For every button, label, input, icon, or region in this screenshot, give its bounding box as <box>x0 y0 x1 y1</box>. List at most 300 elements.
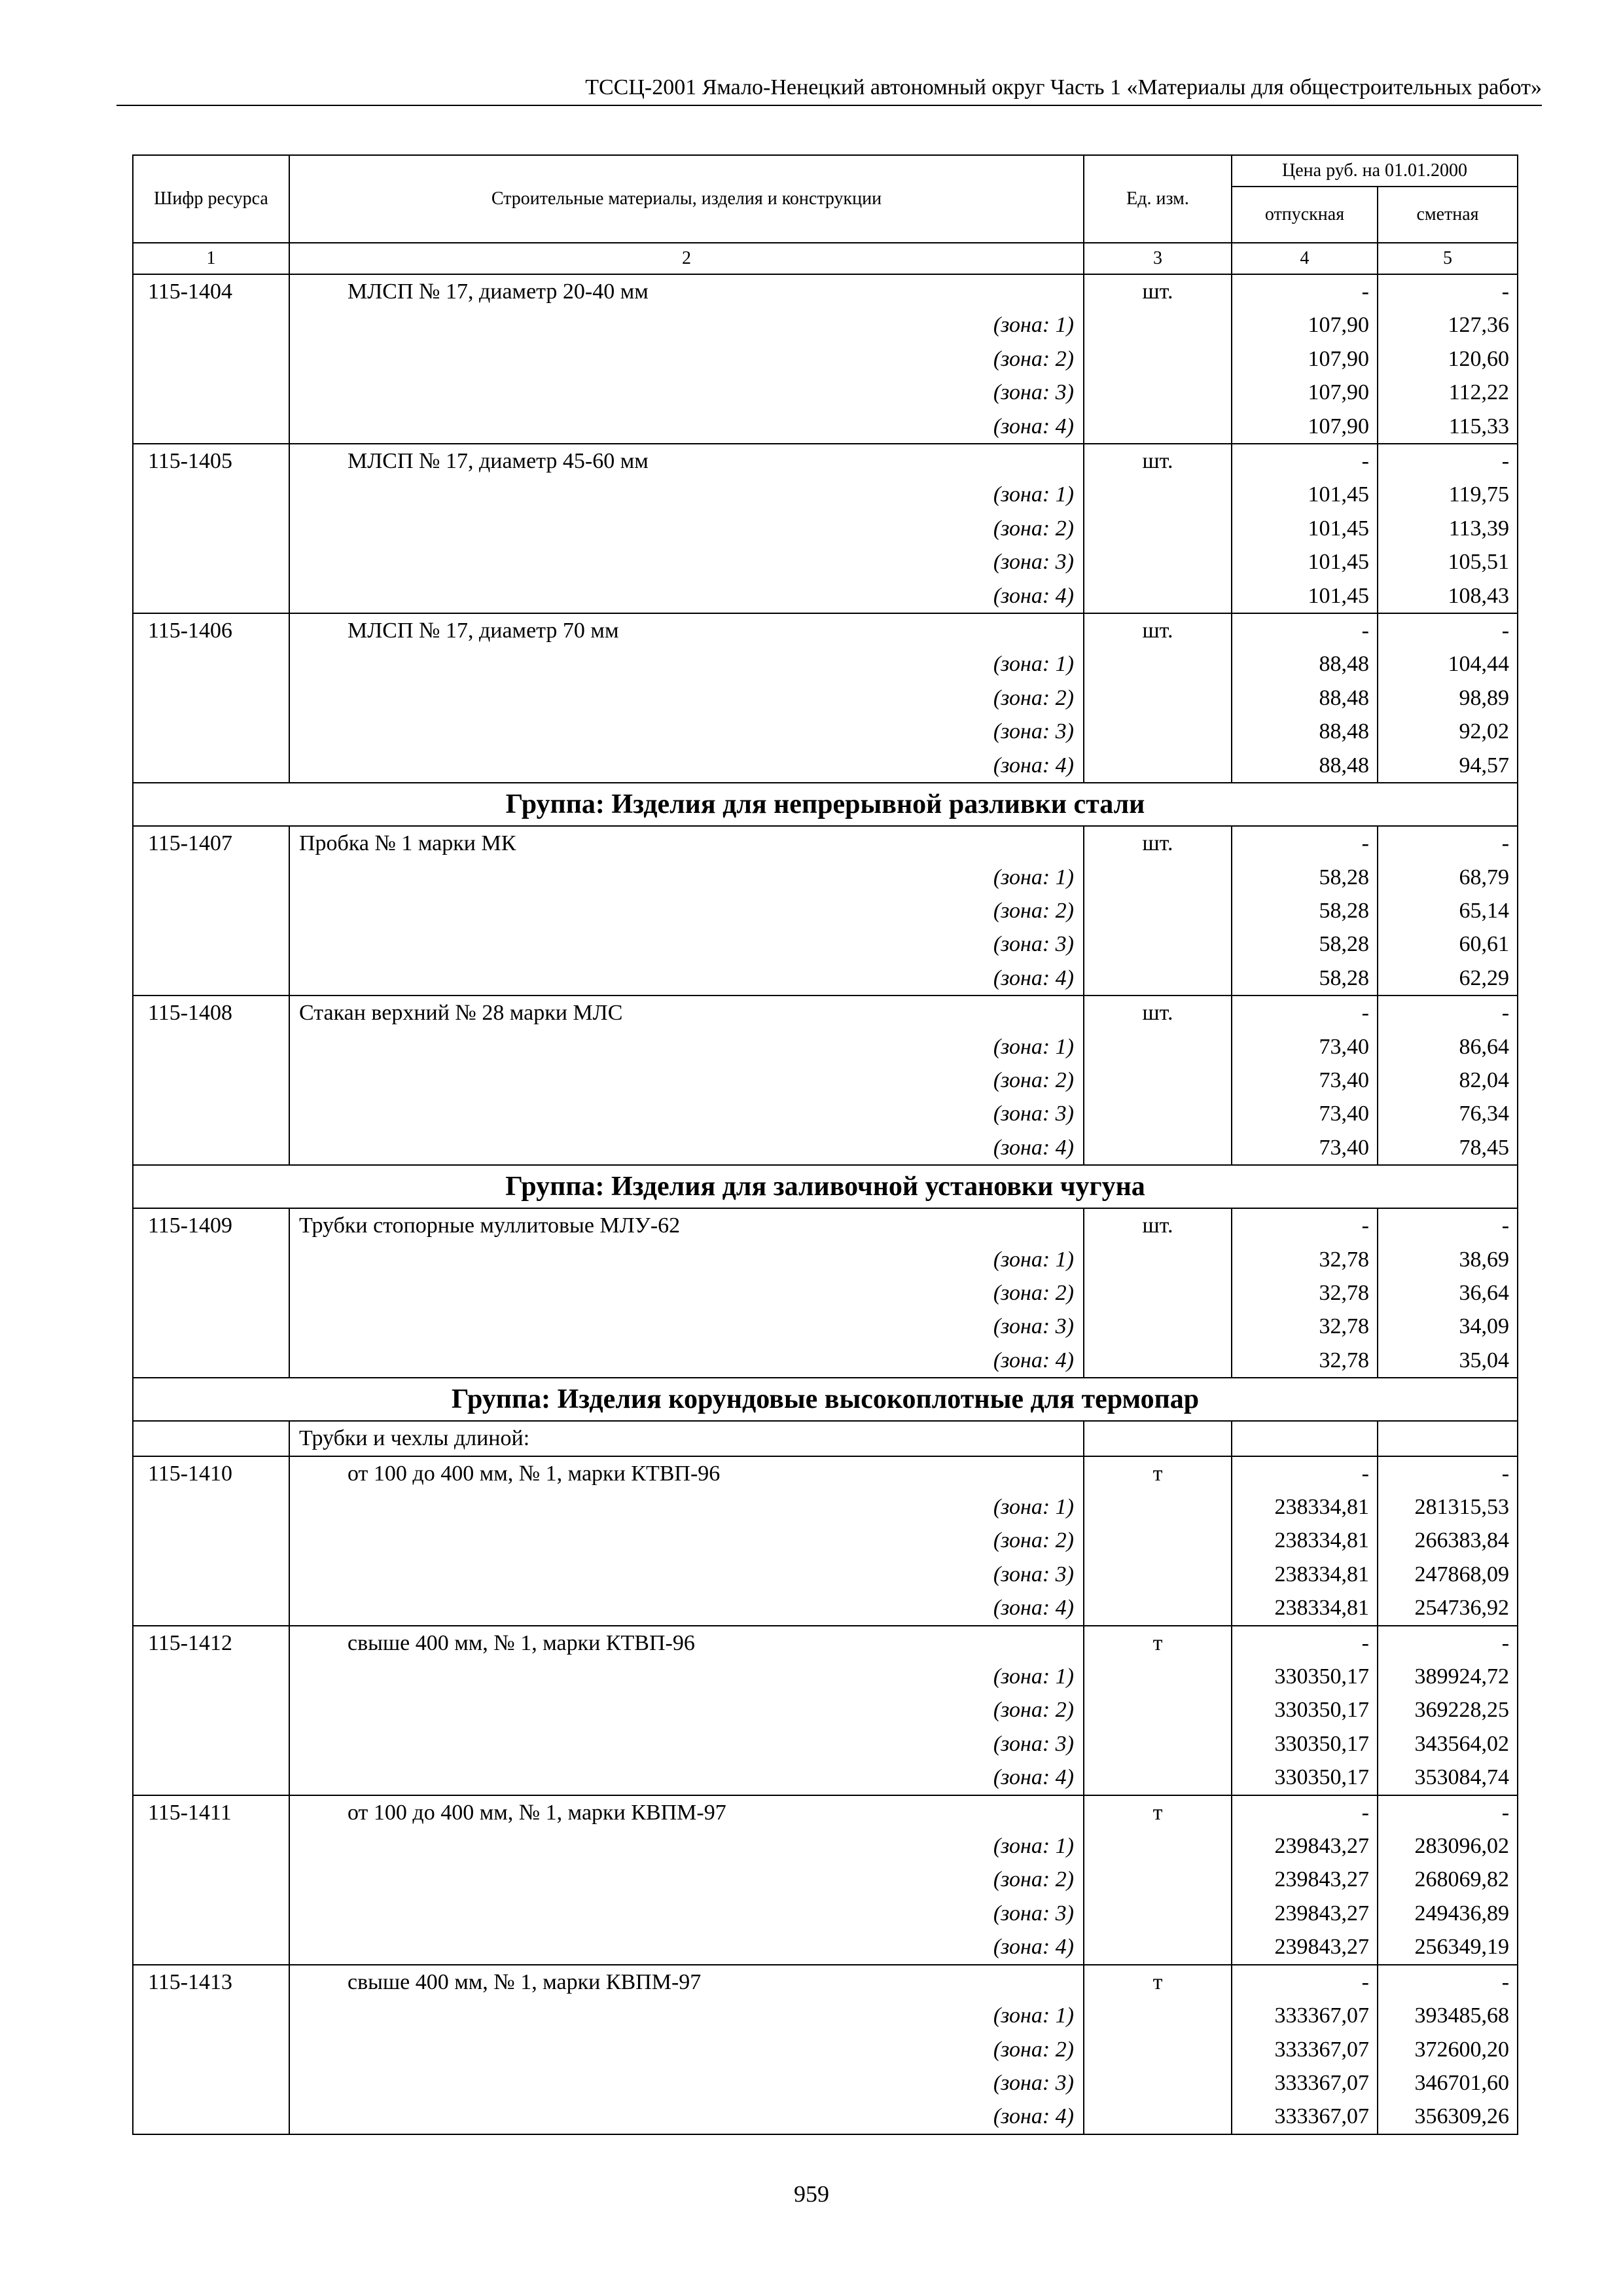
table-row <box>133 613 1518 647</box>
estimate-price-dash: - <box>1378 826 1518 860</box>
unit-cell-empty <box>1084 308 1232 342</box>
group-heading-row <box>133 783 1518 826</box>
code-cell-empty <box>133 1490 289 1524</box>
zone-row <box>133 2066 1518 2100</box>
estimate-price: 112,22 <box>1378 376 1518 409</box>
zone-label: (зона: 3) <box>289 376 1084 409</box>
zone-row <box>133 1591 1518 1625</box>
zone-row <box>133 1863 1518 1896</box>
estimate-price: 254736,92 <box>1378 1591 1518 1625</box>
table-row <box>133 1795 1518 1829</box>
table-row <box>133 274 1518 308</box>
group-heading-row <box>133 1378 1518 1421</box>
estimate-price: 346701,60 <box>1378 2066 1518 2100</box>
unit-cell-empty <box>1084 894 1232 927</box>
unit-cell-empty <box>1084 1999 1232 2032</box>
estimate-price: 283096,02 <box>1378 1829 1518 1863</box>
unit-cell-empty <box>1084 2100 1232 2134</box>
estimate-price: 92,02 <box>1378 715 1518 748</box>
resource-unit: т <box>1084 1626 1232 1660</box>
release-price-dash: - <box>1232 613 1378 647</box>
code-cell-empty <box>133 647 289 681</box>
release-price: 333367,07 <box>1232 1999 1378 2032</box>
release-price: 239843,27 <box>1232 1930 1378 1964</box>
release-price: 107,90 <box>1232 376 1378 409</box>
unit-cell-empty <box>1084 1897 1232 1930</box>
release-price: 88,48 <box>1232 715 1378 748</box>
resource-item <box>133 996 1518 1165</box>
unit-cell-empty <box>1084 1524 1232 1557</box>
zone-label: (зона: 2) <box>289 894 1084 927</box>
zone-row <box>133 1131 1518 1165</box>
unit-cell-empty <box>1084 647 1232 681</box>
resource-item <box>133 1626 1518 1795</box>
zone-label: (зона: 2) <box>289 512 1084 545</box>
zone-row <box>133 342 1518 376</box>
estimate-price: 372600,20 <box>1378 2033 1518 2066</box>
table-row <box>133 1456 1518 1490</box>
unit-cell-empty <box>1084 545 1232 579</box>
code-cell-empty <box>133 1524 289 1557</box>
zone-row <box>133 1064 1518 1097</box>
zone-label: (зона: 1) <box>289 478 1084 511</box>
zone-label: (зона: 2) <box>289 1524 1084 1557</box>
estimate-price: 36,64 <box>1378 1276 1518 1310</box>
resource-code: 115-1404 <box>133 274 289 308</box>
resource-unit: шт. <box>1084 274 1232 308</box>
release-price: 333367,07 <box>1232 2100 1378 2134</box>
estimate-price: 108,43 <box>1378 579 1518 613</box>
zone-row <box>133 1761 1518 1795</box>
unit-cell-empty <box>1084 1761 1232 1795</box>
price-table-wrapper <box>132 154 1517 2135</box>
zone-label: (зона: 2) <box>289 2033 1084 2066</box>
code-cell-empty <box>133 1761 289 1795</box>
resource-code: 115-1412 <box>133 1626 289 1660</box>
zone-row <box>133 1524 1518 1557</box>
zone-label: (зона: 4) <box>289 1591 1084 1625</box>
zone-label: (зона: 2) <box>289 1693 1084 1727</box>
code-cell-empty <box>133 2066 289 2100</box>
zone-row <box>133 861 1518 894</box>
estimate-price-dash: - <box>1378 1965 1518 1999</box>
zone-label: (зона: 4) <box>289 410 1084 444</box>
estimate-price: 68,79 <box>1378 861 1518 894</box>
estimate-price: 62,29 <box>1378 961 1518 996</box>
estimate-price: 115,33 <box>1378 410 1518 444</box>
release-price-dash: - <box>1232 1626 1378 1660</box>
table-row <box>133 444 1518 478</box>
resource-item <box>133 1208 1518 1378</box>
release-price-dash: - <box>1232 1795 1378 1829</box>
release-price-dash: - <box>1232 1965 1378 1999</box>
code-cell-empty <box>133 1421 289 1456</box>
code-cell-empty <box>133 1030 289 1064</box>
resource-name: МЛСП № 17, диаметр 45-60 мм <box>289 444 1084 478</box>
zone-row <box>133 1558 1518 1591</box>
code-cell-empty <box>133 308 289 342</box>
release-price: 107,90 <box>1232 308 1378 342</box>
release-price: 32,78 <box>1232 1310 1378 1343</box>
zone-row <box>133 1897 1518 1930</box>
estimate-price: 256349,19 <box>1378 1930 1518 1964</box>
release-price: 58,28 <box>1232 927 1378 961</box>
zone-row <box>133 647 1518 681</box>
resource-name: от 100 до 400 мм, № 1, марки КВПМ-97 <box>289 1795 1084 1829</box>
zone-label: (зона: 3) <box>289 1727 1084 1761</box>
estimate-price: 105,51 <box>1378 545 1518 579</box>
estimate-price: 35,04 <box>1378 1344 1518 1378</box>
zone-label: (зона: 1) <box>289 1030 1084 1064</box>
release-price: 107,90 <box>1232 342 1378 376</box>
unit-cell-empty <box>1084 2066 1232 2100</box>
zone-row <box>133 1276 1518 1310</box>
unit-cell-empty <box>1084 1727 1232 1761</box>
unit-cell-empty <box>1084 1243 1232 1276</box>
group-heading: Группа: Изделия для заливочной установки чугуна <box>133 1165 1518 1208</box>
zone-label: (зона: 1) <box>289 1490 1084 1524</box>
unit-cell-empty <box>1084 1863 1232 1896</box>
unit-cell-empty <box>1084 1421 1232 1456</box>
estimate-price: 343564,02 <box>1378 1727 1518 1761</box>
zone-label: (зона: 3) <box>289 545 1084 579</box>
estimate-price-dash: - <box>1378 1456 1518 1490</box>
code-cell-empty <box>133 1243 289 1276</box>
unit-cell-empty <box>1084 1591 1232 1625</box>
estimate-price: 266383,84 <box>1378 1524 1518 1557</box>
release-price: 101,45 <box>1232 478 1378 511</box>
zone-label: (зона: 4) <box>289 1930 1084 1964</box>
unit-cell-empty <box>1084 1660 1232 1693</box>
zone-label: (зона: 3) <box>289 1310 1084 1343</box>
col-header-price: Цена руб. на 01.01.2000 <box>1232 155 1518 187</box>
zone-label: (зона: 1) <box>289 1660 1084 1693</box>
zone-row <box>133 1344 1518 1378</box>
col-header-code: Шифр ресурса <box>133 155 289 243</box>
resource-code: 115-1408 <box>133 996 289 1030</box>
running-header: ТССЦ-2001 Ямало-Ненецкий автономный округ Часть 1 «Материалы для общестроительных работ» <box>585 75 1542 99</box>
resource-unit: шт. <box>1084 996 1232 1030</box>
unit-cell-empty <box>1084 410 1232 444</box>
resource-code: 115-1409 <box>133 1208 289 1242</box>
code-cell-empty <box>133 1897 289 1930</box>
resource-name: МЛСП № 17, диаметр 20-40 мм <box>289 274 1084 308</box>
subheading-row <box>133 1421 1518 1456</box>
estimate-price: 104,44 <box>1378 647 1518 681</box>
zone-row <box>133 1829 1518 1863</box>
estimate-price-dash: - <box>1378 444 1518 478</box>
zone-row <box>133 1930 1518 1964</box>
code-cell-empty <box>133 961 289 996</box>
unit-cell-empty <box>1084 927 1232 961</box>
price-table <box>132 154 1518 2135</box>
zone-label: (зона: 2) <box>289 1863 1084 1896</box>
release-price: 58,28 <box>1232 961 1378 996</box>
col-number-3: 3 <box>1084 243 1232 274</box>
zone-label: (зона: 1) <box>289 1999 1084 2032</box>
estimate-price: 389924,72 <box>1378 1660 1518 1693</box>
estimate-price-dash: - <box>1378 274 1518 308</box>
estimate-price: 78,45 <box>1378 1131 1518 1165</box>
estimate-price: 247868,09 <box>1378 1558 1518 1591</box>
zone-label: (зона: 2) <box>289 342 1084 376</box>
estimate-price: 356309,26 <box>1378 2100 1518 2134</box>
release-price: 330350,17 <box>1232 1693 1378 1727</box>
zone-row <box>133 1660 1518 1693</box>
unit-cell-empty <box>1084 1131 1232 1165</box>
unit-cell-empty <box>1084 1930 1232 1964</box>
unit-cell-empty <box>1084 1490 1232 1524</box>
code-cell-empty <box>133 1344 289 1378</box>
zone-label: (зона: 1) <box>289 1243 1084 1276</box>
release-price: 238334,81 <box>1232 1591 1378 1625</box>
release-price: 32,78 <box>1232 1243 1378 1276</box>
release-price-dash: - <box>1232 1456 1378 1490</box>
code-cell-empty <box>133 478 289 511</box>
estimate-price: 94,57 <box>1378 749 1518 783</box>
zone-label: (зона: 4) <box>289 1761 1084 1795</box>
code-cell-empty <box>133 861 289 894</box>
unit-cell-empty <box>1084 1829 1232 1863</box>
resource-unit: шт. <box>1084 444 1232 478</box>
estimate-price-dash: - <box>1378 1208 1518 1242</box>
resource-unit: т <box>1084 1965 1232 1999</box>
unit-cell-empty <box>1084 961 1232 996</box>
unit-cell-empty <box>1084 1310 1232 1343</box>
table-row <box>133 1208 1518 1242</box>
release-cell-empty <box>1232 1421 1378 1456</box>
unit-cell-empty <box>1084 1558 1232 1591</box>
zone-row <box>133 1727 1518 1761</box>
estimate-price: 34,09 <box>1378 1310 1518 1343</box>
resource-item <box>133 1795 1518 1965</box>
col-header-name: Строительные материалы, изделия и конструкции <box>289 155 1084 243</box>
resource-code: 115-1405 <box>133 444 289 478</box>
resource-name: свыше 400 мм, № 1, марки КТВП-96 <box>289 1626 1084 1660</box>
release-price: 58,28 <box>1232 894 1378 927</box>
code-cell-empty <box>133 1097 289 1130</box>
release-price-dash: - <box>1232 826 1378 860</box>
header-rule <box>116 105 1542 106</box>
col-header-estimate: сметная <box>1378 187 1518 243</box>
estimate-price: 281315,53 <box>1378 1490 1518 1524</box>
unit-cell-empty <box>1084 1276 1232 1310</box>
code-cell-empty <box>133 2100 289 2134</box>
code-cell-empty <box>133 1829 289 1863</box>
unit-cell-empty <box>1084 861 1232 894</box>
unit-cell-empty <box>1084 1064 1232 1097</box>
resource-name: Пробка № 1 марки МК <box>289 826 1084 860</box>
zone-row <box>133 512 1518 545</box>
estimate-price: 38,69 <box>1378 1243 1518 1276</box>
zone-row <box>133 681 1518 715</box>
code-cell-empty <box>133 512 289 545</box>
code-cell-empty <box>133 1660 289 1693</box>
release-price: 333367,07 <box>1232 2066 1378 2100</box>
zone-row <box>133 2033 1518 2066</box>
resource-unit: шт. <box>1084 1208 1232 1242</box>
unit-cell-empty <box>1084 2033 1232 2066</box>
code-cell-empty <box>133 1591 289 1625</box>
resource-name: Стакан верхний № 28 марки МЛС <box>289 996 1084 1030</box>
zone-label: (зона: 2) <box>289 1276 1084 1310</box>
group-heading: Группа: Изделия для непрерывной разливки стали <box>133 783 1518 826</box>
release-price-dash: - <box>1232 444 1378 478</box>
zone-label: (зона: 3) <box>289 1558 1084 1591</box>
estimate-price: 120,60 <box>1378 342 1518 376</box>
zone-label: (зона: 3) <box>289 715 1084 748</box>
zone-row <box>133 1490 1518 1524</box>
estimate-price-dash: - <box>1378 1795 1518 1829</box>
code-cell-empty <box>133 894 289 927</box>
code-cell-empty <box>133 2033 289 2066</box>
release-price: 88,48 <box>1232 647 1378 681</box>
zone-row <box>133 1310 1518 1343</box>
zone-label: (зона: 3) <box>289 927 1084 961</box>
zone-label: (зона: 4) <box>289 579 1084 613</box>
code-cell-empty <box>133 1064 289 1097</box>
release-price: 333367,07 <box>1232 2033 1378 2066</box>
code-cell-empty <box>133 376 289 409</box>
col-header-unit: Ед. изм. <box>1084 155 1232 243</box>
release-price-dash: - <box>1232 996 1378 1030</box>
release-price: 330350,17 <box>1232 1727 1378 1761</box>
estimate-cell-empty <box>1378 1421 1518 1456</box>
estimate-price: 65,14 <box>1378 894 1518 927</box>
group-heading-row <box>133 1165 1518 1208</box>
release-price: 32,78 <box>1232 1344 1378 1378</box>
resource-name: МЛСП № 17, диаметр 70 мм <box>289 613 1084 647</box>
zone-row <box>133 927 1518 961</box>
release-price: 32,78 <box>1232 1276 1378 1310</box>
unit-cell-empty <box>1084 342 1232 376</box>
code-cell-empty <box>133 681 289 715</box>
resource-name: свыше 400 мм, № 1, марки КВПМ-97 <box>289 1965 1084 1999</box>
unit-cell-empty <box>1084 1030 1232 1064</box>
table-row <box>133 1626 1518 1660</box>
resource-item <box>133 444 1518 613</box>
estimate-price: 353084,74 <box>1378 1761 1518 1795</box>
zone-row <box>133 376 1518 409</box>
unit-cell-empty <box>1084 1097 1232 1130</box>
unit-cell-empty <box>1084 478 1232 511</box>
resource-unit: т <box>1084 1795 1232 1829</box>
release-price: 73,40 <box>1232 1030 1378 1064</box>
unit-cell-empty <box>1084 1693 1232 1727</box>
zone-label: (зона: 4) <box>289 961 1084 996</box>
zone-label: (зона: 3) <box>289 1097 1084 1130</box>
release-price: 101,45 <box>1232 579 1378 613</box>
estimate-price: 119,75 <box>1378 478 1518 511</box>
resource-item <box>133 274 1518 444</box>
code-cell-empty <box>133 579 289 613</box>
zone-row <box>133 1097 1518 1130</box>
release-price: 73,40 <box>1232 1131 1378 1165</box>
resource-unit: шт. <box>1084 826 1232 860</box>
zone-row <box>133 749 1518 783</box>
release-price: 88,48 <box>1232 681 1378 715</box>
estimate-price-dash: - <box>1378 996 1518 1030</box>
page-number: 959 <box>794 2181 829 2207</box>
col-header-release: отпускная <box>1232 187 1378 243</box>
zone-label: (зона: 4) <box>289 1344 1084 1378</box>
estimate-price: 127,36 <box>1378 308 1518 342</box>
estimate-price-dash: - <box>1378 613 1518 647</box>
table-row <box>133 1965 1518 1999</box>
code-cell-empty <box>133 1693 289 1727</box>
estimate-price: 268069,82 <box>1378 1863 1518 1896</box>
zone-row <box>133 715 1518 748</box>
col-number-1: 1 <box>133 243 289 274</box>
zone-label: (зона: 4) <box>289 2100 1084 2134</box>
estimate-price: 113,39 <box>1378 512 1518 545</box>
code-cell-empty <box>133 715 289 748</box>
zone-row <box>133 1030 1518 1064</box>
zone-label: (зона: 1) <box>289 647 1084 681</box>
resource-name: Трубки стопорные муллитовые МЛУ-62 <box>289 1208 1084 1242</box>
release-price: 88,48 <box>1232 749 1378 783</box>
table-row <box>133 996 1518 1030</box>
subheading-label: Трубки и чехлы длиной: <box>289 1421 1084 1456</box>
code-cell-empty <box>133 1558 289 1591</box>
unit-cell-empty <box>1084 579 1232 613</box>
col-number-2: 2 <box>289 243 1084 274</box>
zone-row <box>133 1243 1518 1276</box>
group-heading: Группа: Изделия корундовые высокоплотные для термопар <box>133 1378 1518 1421</box>
unit-cell-empty <box>1084 681 1232 715</box>
release-price: 101,45 <box>1232 545 1378 579</box>
table-header <box>133 155 1518 274</box>
release-price: 73,40 <box>1232 1097 1378 1130</box>
release-price: 73,40 <box>1232 1064 1378 1097</box>
release-price-dash: - <box>1232 1208 1378 1242</box>
code-cell-empty <box>133 1310 289 1343</box>
unit-cell-empty <box>1084 376 1232 409</box>
resource-item <box>133 826 1518 996</box>
unit-cell-empty <box>1084 512 1232 545</box>
estimate-price: 86,64 <box>1378 1030 1518 1064</box>
unit-cell-empty <box>1084 1344 1232 1378</box>
zone-row <box>133 579 1518 613</box>
zone-row <box>133 308 1518 342</box>
release-price: 101,45 <box>1232 512 1378 545</box>
estimate-price: 60,61 <box>1378 927 1518 961</box>
unit-cell-empty <box>1084 715 1232 748</box>
unit-cell-empty <box>1084 749 1232 783</box>
code-cell-empty <box>133 342 289 376</box>
table-row <box>133 826 1518 860</box>
resource-code: 115-1411 <box>133 1795 289 1829</box>
col-number-4: 4 <box>1232 243 1378 274</box>
code-cell-empty <box>133 1727 289 1761</box>
estimate-price: 369228,25 <box>1378 1693 1518 1727</box>
code-cell-empty <box>133 1930 289 1964</box>
release-price: 107,90 <box>1232 410 1378 444</box>
resource-unit: шт. <box>1084 613 1232 647</box>
release-price: 239843,27 <box>1232 1897 1378 1930</box>
release-price: 239843,27 <box>1232 1829 1378 1863</box>
code-cell-empty <box>133 545 289 579</box>
zone-label: (зона: 2) <box>289 681 1084 715</box>
zone-row <box>133 545 1518 579</box>
zone-row <box>133 2100 1518 2134</box>
release-price: 330350,17 <box>1232 1660 1378 1693</box>
resource-unit: т <box>1084 1456 1232 1490</box>
zone-label: (зона: 3) <box>289 1897 1084 1930</box>
zone-label: (зона: 1) <box>289 308 1084 342</box>
resource-item <box>133 1965 1518 2134</box>
code-cell-empty <box>133 1131 289 1165</box>
